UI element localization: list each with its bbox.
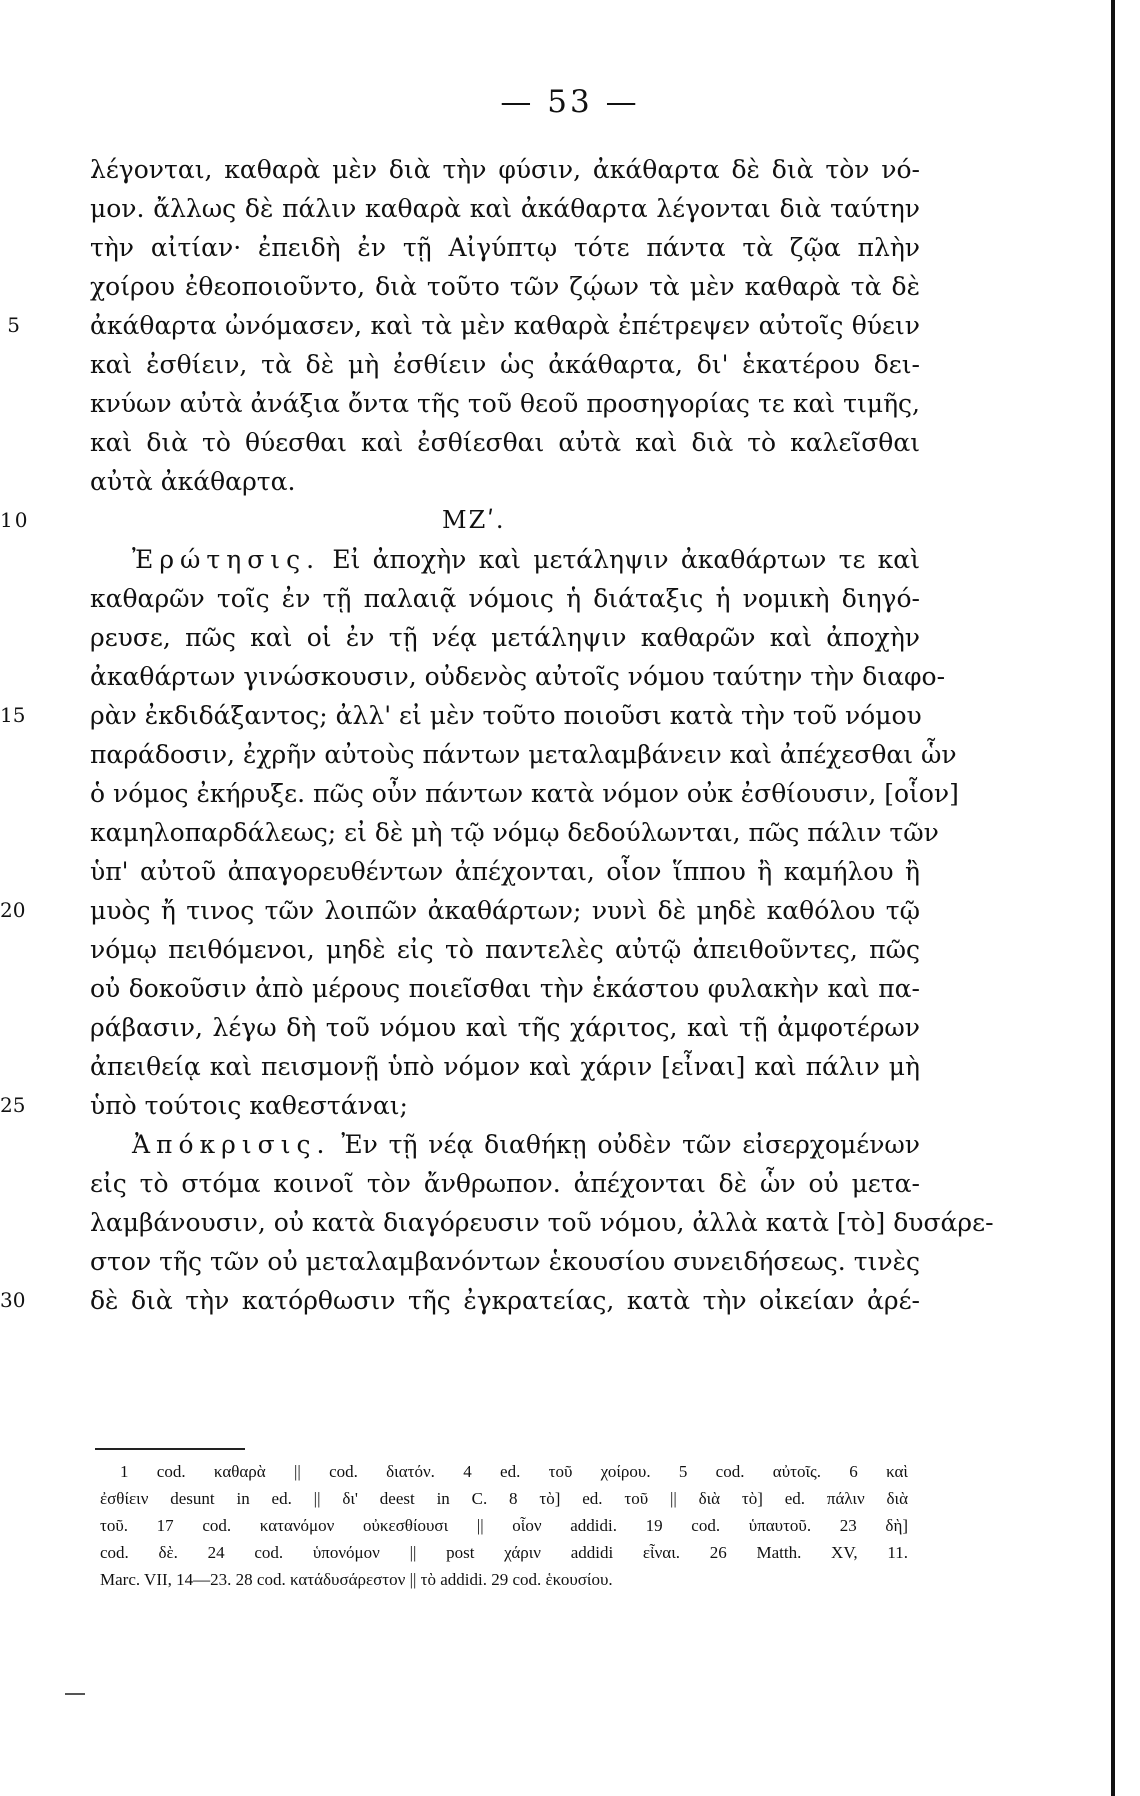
text-line [0, 501, 920, 540]
line-text: ράβασιν, λέγω δὴ τοῦ νόμου καὶ τῆς χάριτος, καὶ τῇ ἀμφοτέρων [90, 1013, 920, 1042]
text-line [90, 930, 920, 969]
text-line [90, 618, 920, 657]
line-text: καὶ ἐσθίειν, τὰ δὲ μὴ ἐσθίειν ὡς ἀκάθαρτα, δι' ἑκατέρου δει- [90, 350, 920, 379]
text-line [90, 852, 920, 891]
text-line [90, 345, 920, 384]
line-text: χοίρου ἐθεοποιοῦντο, διὰ τοῦτο τῶν ζῴων τὰ μὲν καθαρὰ τὰ δὲ [90, 272, 920, 301]
text-line [90, 384, 920, 423]
line-text: μυὸς ἤ τινος τῶν λοιπῶν ἀκαθάρτων; νυνὶ δὲ μηδὲ καθόλου τῷ [90, 896, 920, 925]
line-number: 5 [7, 313, 20, 337]
line-text: λαμβάνουσιν, οὐ κατὰ διαγόρευσιν τοῦ νόμου, ἀλλὰ κατὰ [τὸ] δυσάρε- [90, 1208, 994, 1237]
bottom-mark [65, 1693, 85, 1695]
footnotes [100, 1458, 908, 1593]
line-text: παράδοσιν, ἐχρῆν αὐτοὺς πάντων μεταλαμβάνειν καὶ ἀπέχεσθαι ὧν [90, 740, 957, 769]
text-line [90, 579, 920, 618]
text-line [0, 891, 920, 930]
footnote-line: 1 cod. καθαρὰ || cod. διατόν. 4 ed. τοῦ χοίρου. 5 cod. αὐτοῖς. 6 καὶ [120, 1462, 908, 1481]
line-text: λέγονται, καθαρὰ μὲν διὰ τὴν φύσιν, ἀκάθαρτα δὲ διὰ τὸν νό- [90, 155, 920, 184]
line-text: καὶ διὰ τὸ θύεσθαι καὶ ἐσθίεσθαι αὐτὰ καὶ διὰ τὸ καλεῖσθαι [90, 428, 920, 457]
text-line [90, 1203, 994, 1242]
line-text: νόμῳ πειθόμενοι, μηδὲ εἰς τὸ παντελὲς αὐτῷ ἀπειθοῦντες, πῶς [90, 935, 920, 964]
text-line [90, 735, 957, 774]
text-line [90, 1047, 920, 1086]
line-text: ὁ νόμος ἐκήρυξε. πῶς οὖν πάντων κατὰ νόμον οὐκ ἐσθίουσιν, [οἷον] [90, 779, 959, 808]
main-text [0, 150, 994, 1320]
line-text: ἀπειθείᾳ καὶ πεισμονῇ ὑπὸ νόμον καὶ χάριν [εἶναι] καὶ πάλιν μὴ [90, 1052, 920, 1081]
line-text: καμηλοπαρδάλεως; εἰ δὲ μὴ τῷ νόμῳ δεδούλωνται, πῶς πάλιν τῶν [90, 818, 939, 847]
text-line [90, 657, 946, 696]
text-line [90, 1008, 920, 1047]
text-line [90, 1242, 920, 1281]
line-text: Ἐν τῇ νέᾳ διαθήκῃ οὐδὲν τῶν εἰσερχομένων [330, 1130, 920, 1159]
footnote-divider [95, 1448, 245, 1450]
line-text: τὴν αἰτίαν· ἐπειδὴ ἐν τῇ Αἰγύπτῳ τότε πάντα τὰ ζῷα πλὴν [90, 233, 920, 262]
text-line [0, 696, 922, 735]
line-text: Εἰ ἀποχὴν καὶ μετάληψιν ἀκαθάρτων τε καὶ [320, 545, 920, 574]
text-line [90, 969, 920, 1008]
text-line [7, 306, 920, 345]
line-text: ὑπὸ τούτοις καθεστάναι; [90, 1091, 408, 1120]
line-text: ΜΖʹ. [442, 506, 506, 534]
line-number: 30 [0, 1288, 26, 1312]
line-number: 10 [0, 508, 30, 532]
line-number: 25 [0, 1093, 26, 1117]
text-line [90, 540, 920, 579]
line-text: κνύων αὐτὰ ἀνάξια ὄντα τῆς τοῦ θεοῦ προσηγορίας τε καὶ τιμῆς, [90, 389, 920, 418]
text-line [0, 1281, 920, 1320]
line-text: ὑπ' αὐτοῦ ἀπαγορευθέντων ἀπέχονται, οἷον ἵππου ἢ καμήλου ἢ [90, 857, 920, 886]
text-line [90, 813, 939, 852]
line-text: ρευσε, πῶς καὶ οἱ ἐν τῇ νέᾳ μετάληψιν καθαρῶν καὶ ἀποχὴν [90, 623, 920, 652]
text-line [90, 462, 920, 501]
page-edge-line [1111, 0, 1115, 1796]
text-line [90, 189, 920, 228]
text-line [90, 1164, 920, 1203]
footnote-line: Marc. VII, 14—23. 28 cod. κατάδυσάρεστον || τὸ addidi. 29 cod. ἑκουσίου. [100, 1570, 613, 1589]
page-number: — 53 — [500, 84, 640, 120]
line-text: ρὰν ἐκδιδάξαντος; ἀλλ' εἰ μὲν τοῦτο ποιοῦσι κατὰ τὴν τοῦ νόμου [90, 701, 922, 730]
line-number: 15 [0, 703, 26, 727]
dialogue-label: Ἐρώτησις. [132, 545, 321, 574]
text-line [90, 1125, 920, 1164]
line-text: μον. ἄλλως δὲ πάλιν καθαρὰ καὶ ἀκάθαρτα λέγονται διὰ ταύτην [90, 194, 920, 223]
line-text: ἀκαθάρτων γινώσκουσιν, οὐδενὸς αὐτοῖς νόμου ταύτην τὴν διαφο- [90, 662, 946, 691]
line-text: καθαρῶν τοῖς ἐν τῇ παλαιᾷ νόμοις ἡ διάταξις ἡ νομικὴ διηγό- [90, 584, 920, 613]
footnote-line: ἐσθίειν desunt in ed. || δι' deest in C. 8 τὸ] ed. τοῦ || διὰ τὸ] ed. πάλιν διὰ [100, 1489, 908, 1508]
text-line [90, 423, 920, 462]
text-line [90, 774, 959, 813]
line-text: στον τῆς τῶν οὐ μεταλαμβανόντων ἑκουσίου συνειδήσεως. τινὲς [90, 1247, 920, 1276]
footnote-line: τοῦ. 17 cod. κατανόμον οὐκεσθίουσι || οἷον addidi. 19 cod. ὑπαυτοῦ. 23 δὴ] [100, 1516, 908, 1535]
text-line [90, 228, 920, 267]
text-line [0, 1086, 920, 1125]
text-line [90, 150, 920, 189]
line-text: ἀκάθαρτα ὠνόμασεν, καὶ τὰ μὲν καθαρὰ ἐπέτρεψεν αὐτοῖς θύειν [90, 311, 920, 340]
footnote-line: cod. δὲ. 24 cod. ὑπονόμον || post χάριν addidi εἶναι. 26 Matth. XV, 11. [100, 1543, 908, 1562]
line-text: αὐτὰ ἀκάθαρτα. [90, 467, 296, 496]
line-text: εἰς τὸ στόμα κοινοῖ τὸν ἄνθρωπον. ἀπέχονται δὲ ὧν οὐ μετα- [90, 1169, 920, 1198]
line-number: 20 [0, 898, 26, 922]
line-text: οὐ δοκοῦσιν ἀπὸ μέρους ποιεῖσθαι τὴν ἑκάστου φυλακὴν καὶ πα- [90, 974, 920, 1003]
dialogue-label: Ἀπόκρισις. [132, 1130, 331, 1159]
line-text: δὲ διὰ τὴν κατόρθωσιν τῆς ἐγκρατείας, κατὰ τὴν οἰκείαν ἀρέ- [90, 1286, 920, 1315]
text-line [90, 267, 920, 306]
